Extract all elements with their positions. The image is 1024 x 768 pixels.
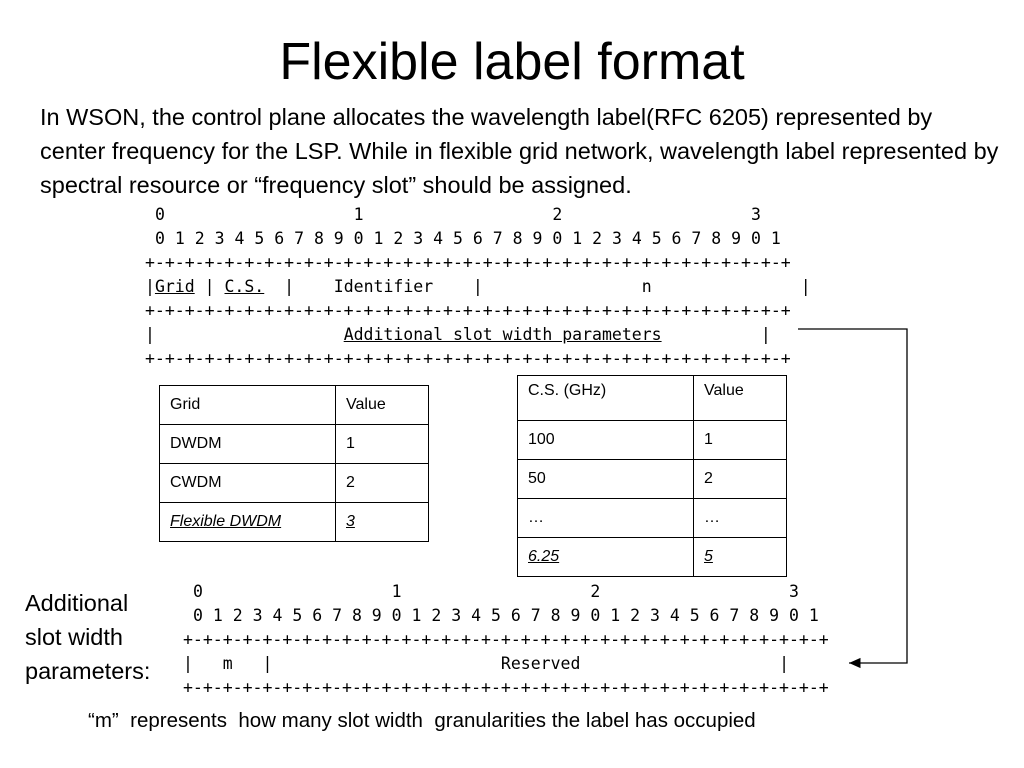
- bit-ones-row: 0 1 2 3 4 5 6 7 8 9 0 1 2 3 4 5 6 7 8 9 0 1 2 3 4 5 6 7 8 9 0 1: [193, 606, 819, 625]
- border-row: +-+-+-+-+-+-+-+-+-+-+-+-+-+-+-+-+-+-+-+-+-+-+-+-+-+-+-+-+-+-+-+-+: [145, 349, 791, 368]
- side-label-line: Additional: [25, 590, 129, 616]
- table-cell: CWDM: [160, 464, 336, 503]
- table-cell: 5: [694, 538, 787, 577]
- table-cell: 2: [694, 460, 787, 499]
- table-cell: 50: [518, 460, 694, 499]
- table-cell: 2: [336, 464, 429, 503]
- side-label-line: parameters:: [25, 658, 151, 684]
- border-row: +-+-+-+-+-+-+-+-+-+-+-+-+-+-+-+-+-+-+-+-+-+-+-+-+-+-+-+-+-+-+-+-+: [145, 301, 791, 320]
- side-label-line: slot width: [25, 624, 123, 650]
- additional-format-diagram: 0 1 2 3 0 1 2 3 4 5 6 7 8 9 0 1 2 3 4 5 6 7 8 9 0 1 2 3 4 5 6 7 8 9 0 1 +-+-+-+-+-+-+-+-+-+-+-+-+-+-+-+-+-+-+-+-+-+-+-+-+-+-+-+-+-+-+-+-+ | m | Reserved | +-+-+-+-+-+-+-+-+-+-+-+-+-+-+-+-+-+-+-+-+-+-+-+-+-+-+-+-+-+-+-+-+: [183, 582, 829, 697]
- intro-paragraph: In WSON, the control plane allocates the wavelength label(RFC 6205) represented by center frequency for the LSP. While in flexible grid network, wavelength label represented by spectral resource or “frequency slot” should be assigned.: [40, 104, 999, 198]
- field-n: n: [641, 277, 652, 296]
- table-cell: 6.25: [518, 538, 694, 577]
- table-cell: 3: [336, 503, 429, 542]
- bit-ones-row: 0 1 2 3 4 5 6 7 8 9 0 1 2 3 4 5 6 7 8 9 0 1 2 3 4 5 6 7 8 9 0 1: [155, 229, 781, 248]
- field-cs: C.S.: [224, 277, 265, 296]
- table-header-cell: C.S. (GHz): [518, 376, 694, 421]
- label-format-diagram: 0 1 2 3 0 1 2 3 4 5 6 7 8 9 0 1 2 3 4 5 6 7 8 9 0 1 2 3 4 5 6 7 8 9 0 1 +-+-+-+-+-+-+-+-+-+-+-+-+-+-+-+-+-+-+-+-+-+-+-+-+-+-+-+-+-+-+-+-+ |Grid | C.S. | Identifier | n | +-+-+-+-+-+-+-+-+-+-+-+-+-+-+-+-+-+-+-+-+-+-+-+-+-+-+-+-+-+-+-+-+ | Additional slot width parameters | +-+-+-+-+-+-+-+-+-+-+-+-+-+-+-+-+-+-+-+-+-+-+-+-+-+-+-+-+-+-+-+-+: [145, 205, 811, 368]
- field-grid: Grid: [154, 277, 195, 296]
- field-m: m: [222, 654, 233, 673]
- table-header-cell: Grid: [160, 386, 336, 425]
- table-cell: …: [694, 499, 787, 538]
- border-row: +-+-+-+-+-+-+-+-+-+-+-+-+-+-+-+-+-+-+-+-+-+-+-+-+-+-+-+-+-+-+-+-+: [145, 253, 791, 272]
- page-title: Flexible label format: [279, 33, 745, 91]
- table-cell: Flexible DWDM: [160, 503, 336, 542]
- bit-tens-row: 0 1 2 3: [155, 205, 761, 224]
- border-row: +-+-+-+-+-+-+-+-+-+-+-+-+-+-+-+-+-+-+-+-+-+-+-+-+-+-+-+-+-+-+-+-+: [183, 630, 829, 649]
- table-cell: 1: [694, 421, 787, 460]
- table-header-cell: Value: [694, 376, 787, 421]
- field-reserved: Reserved: [500, 654, 581, 673]
- field-additional: Additional slot width parameters: [343, 325, 662, 344]
- table-cell: DWDM: [160, 425, 336, 464]
- table-cell: 1: [336, 425, 429, 464]
- field-identifier: Identifier: [333, 277, 434, 296]
- table-header-cell: Value: [336, 386, 429, 425]
- bit-tens-row: 0 1 2 3: [193, 582, 799, 601]
- table-cell: 100: [518, 421, 694, 460]
- border-row: +-+-+-+-+-+-+-+-+-+-+-+-+-+-+-+-+-+-+-+-+-+-+-+-+-+-+-+-+-+-+-+-+: [183, 678, 829, 697]
- table-cell: …: [518, 499, 694, 538]
- footnote: “m” represents how many slot width granularities the label has occupied: [88, 709, 756, 732]
